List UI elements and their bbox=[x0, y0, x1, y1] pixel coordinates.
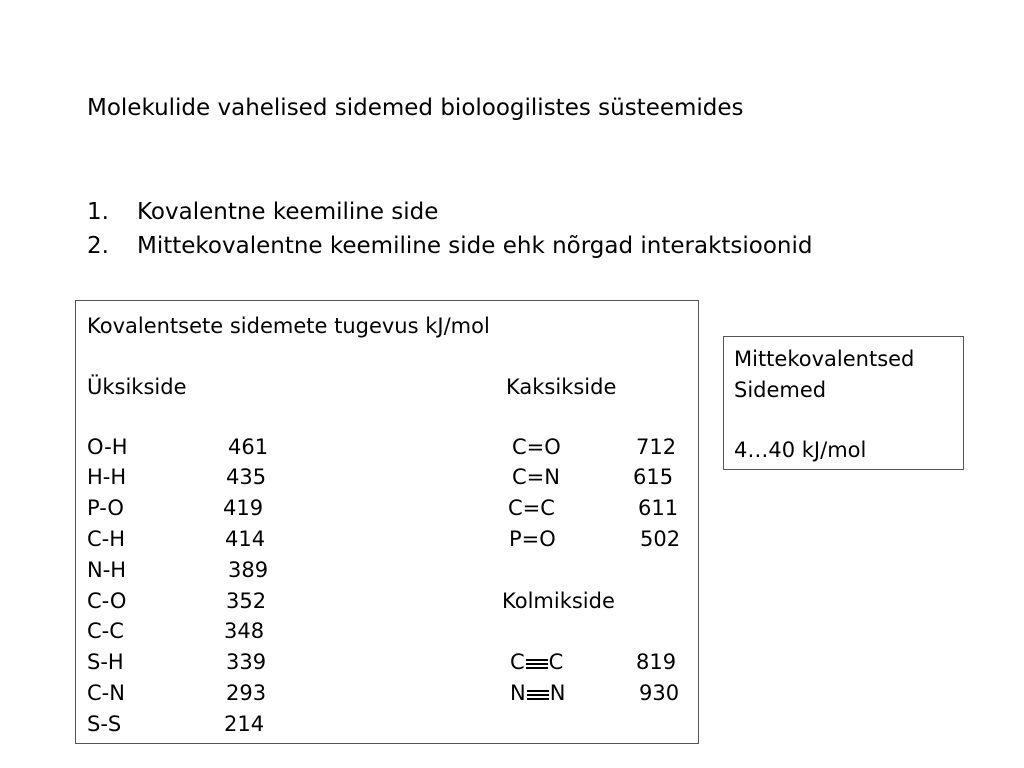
noncovalent-title-line1: Mittekovalentsed bbox=[734, 347, 915, 371]
single-bond-value: 352 bbox=[226, 589, 267, 613]
double-bond-name: C=N bbox=[512, 465, 560, 489]
page-title: Molekulide vahelised sidemed bioloogilistes süsteemides bbox=[87, 95, 744, 121]
single-bond-name: S-H bbox=[87, 650, 124, 674]
noncovalent-value: 4…40 kJ/mol bbox=[734, 438, 867, 462]
double-bond-value: 712 bbox=[636, 435, 677, 459]
double-bond-value: 615 bbox=[633, 465, 674, 489]
single-bond-name: S-S bbox=[87, 712, 122, 736]
single-bond-name: N-H bbox=[87, 558, 127, 582]
single-bond-value: 389 bbox=[228, 558, 269, 582]
list-item-number: 1. bbox=[87, 199, 109, 225]
triple-bond-value: 819 bbox=[636, 650, 677, 674]
triple-bond-atom: C bbox=[548, 650, 564, 674]
triple-bond-atom: C bbox=[510, 650, 525, 674]
single-bond-name: C-O bbox=[87, 589, 127, 613]
single-bond-name: C-N bbox=[87, 681, 125, 705]
box-heading: Kovalentsete sidemete tugevus kJ/mol bbox=[87, 314, 490, 338]
single-bond-value: 461 bbox=[228, 435, 269, 459]
triple-bond-atom: N bbox=[510, 681, 526, 705]
single-bond-name: C-C bbox=[87, 619, 124, 643]
triple-bond-name bbox=[510, 652, 563, 673]
triple-bond-icon bbox=[526, 656, 548, 670]
single-bond-value: 339 bbox=[226, 650, 267, 674]
list-item-number: 2. bbox=[87, 233, 109, 259]
double-bond-name: C=C bbox=[508, 496, 555, 520]
single-bond-name: P-O bbox=[87, 496, 124, 520]
single-bond-name: O-H bbox=[87, 435, 128, 459]
double-bond-name: P=O bbox=[509, 527, 556, 551]
covalent-bond-strength-box bbox=[75, 300, 699, 744]
noncovalent-title-line2: Sidemed bbox=[734, 378, 827, 402]
single-bond-name: H-H bbox=[87, 465, 127, 489]
single-bond-value: 214 bbox=[224, 712, 265, 736]
single-bond-value: 435 bbox=[226, 465, 267, 489]
single-bond-value: 293 bbox=[226, 681, 267, 705]
double-bond-value: 502 bbox=[640, 527, 681, 551]
noncovalent-bonds-box bbox=[723, 336, 964, 470]
single-bond-label: Üksikside bbox=[87, 375, 187, 399]
double-bond-name: C=O bbox=[512, 435, 561, 459]
triple-bond-value: 930 bbox=[639, 681, 680, 705]
list-item-text: Kovalentne keemiline side bbox=[137, 199, 439, 225]
triple-bond-atom: N bbox=[549, 681, 566, 705]
triple-bond-icon bbox=[527, 687, 549, 701]
double-bond-label: Kaksikside bbox=[506, 375, 617, 399]
single-bond-value: 414 bbox=[225, 527, 266, 551]
list-item-text: Mittekovalentne keemiline side ehk nõrgad interaktsioonid bbox=[137, 233, 813, 259]
triple-bond-name bbox=[510, 683, 565, 704]
single-bond-name: C-H bbox=[87, 527, 126, 551]
single-bond-value: 419 bbox=[223, 496, 264, 520]
double-bond-value: 611 bbox=[638, 496, 679, 520]
triple-bond-label: Kolmikside bbox=[502, 589, 615, 613]
single-bond-value: 348 bbox=[224, 619, 265, 643]
